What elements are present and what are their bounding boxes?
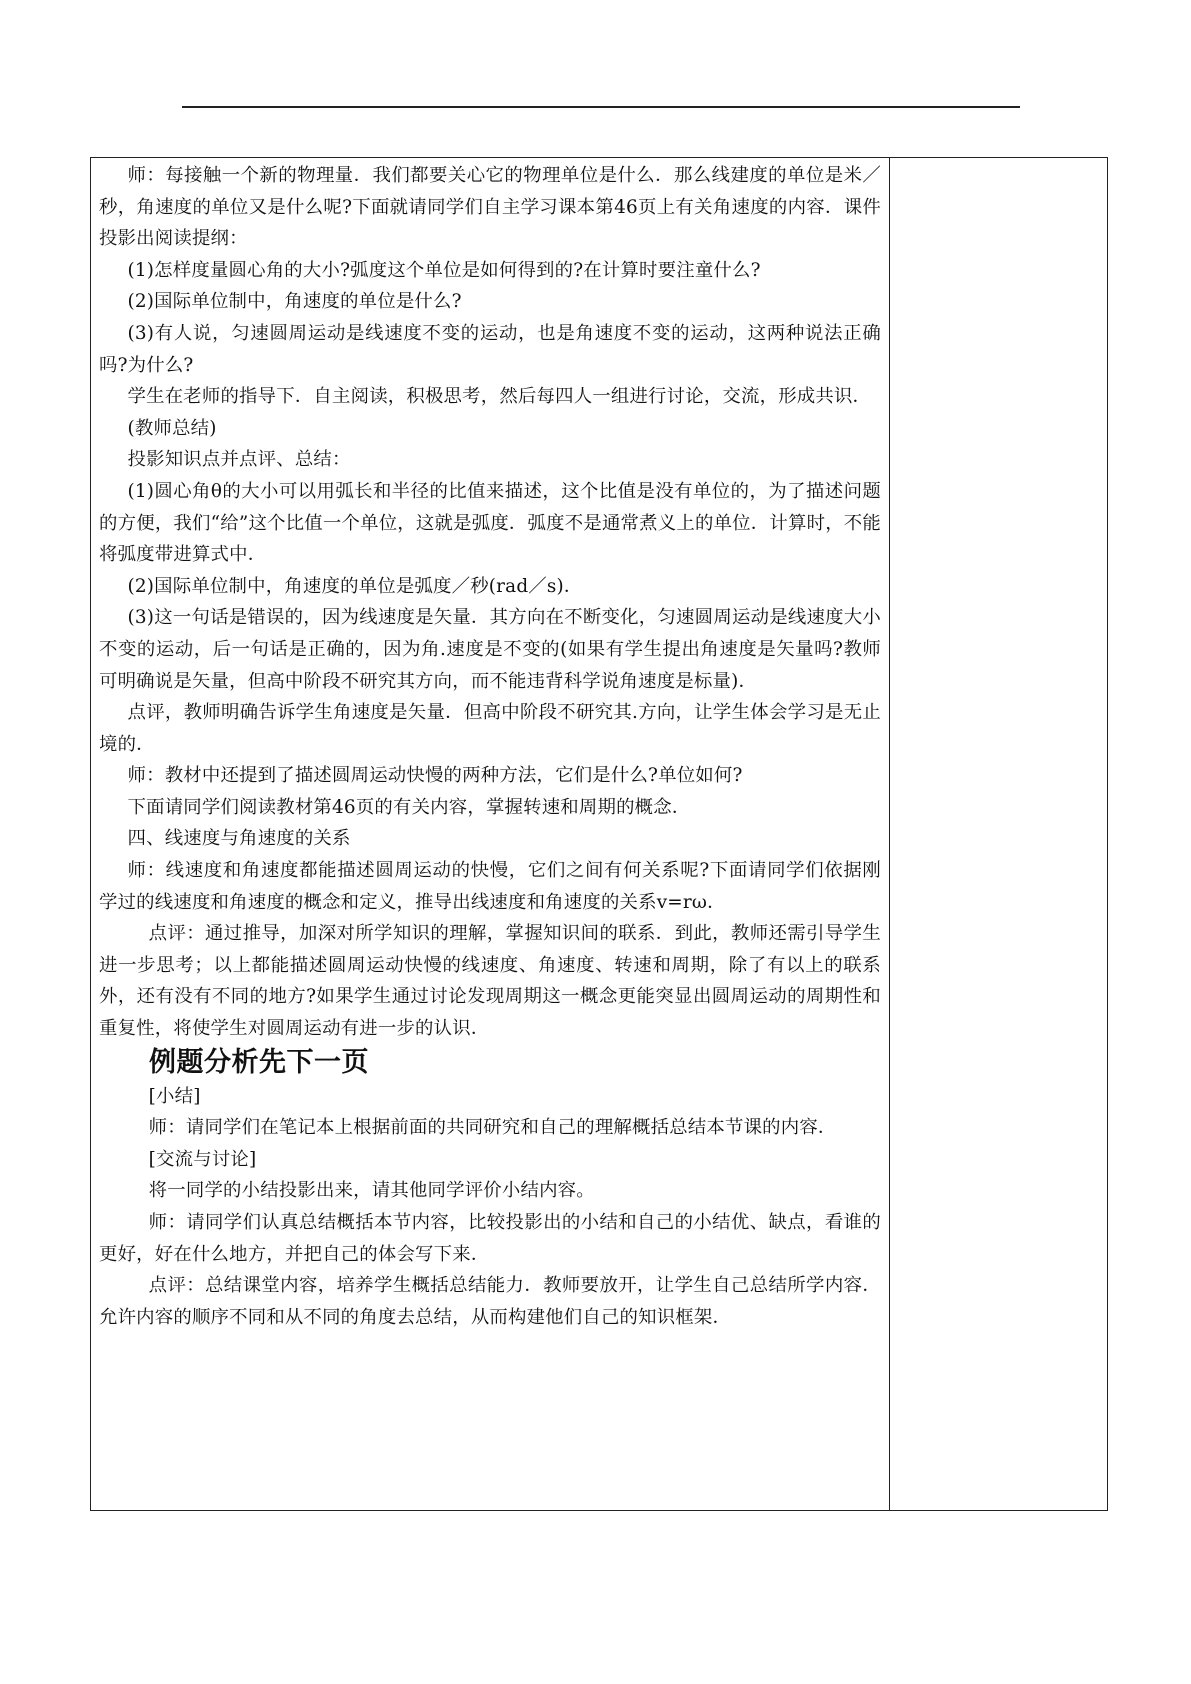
example-heading: 例题分析先下一页 bbox=[149, 1046, 369, 1078]
paragraph: (1)圆心角θ的大小可以用弧长和半径的比值来描述，这个比值是没有单位的，为了描述问题的方便，我们“给”这个比值一个单位，这就是弧度．弧度不是通常煮义上的单位．计算时，不能将弧度带进算式中． bbox=[99, 480, 881, 566]
header-rule bbox=[182, 106, 1020, 108]
paragraph: 师：每接触一个新的物理量．我们都要关心它的物理单位是什么．那么线建度的单位是米／秒，角速度的单位又是什么呢?下面就请同学们自主学习课本第46页上有关角速度的内容．课件投影出阅读提纲： bbox=[99, 165, 881, 250]
paragraph: 师：教材中还提到了描述圆周运动快慢的两种方法，它们是什么?单位如何? bbox=[127, 765, 743, 787]
paragraph: 点评：总结课堂内容，培养学生概括总结能力．教师要放开，让学生自己总结所学内容．允许内容的顺序不同和从不同的角度去总结，从而构建他们自己的知识框架． bbox=[99, 1275, 881, 1328]
paragraph: 下面请同学们阅读教材第46页的有关内容，掌握转速和周期的概念． bbox=[127, 796, 691, 818]
paragraph: 师：线速度和角速度都能描述圆周运动的快慢，它们之间有何关系呢?下面请同学们依据刚学过的线速度和角速度的概念和定义，推导出线速度和角速度的关系v=rω． bbox=[99, 860, 881, 913]
lesson-content-cell bbox=[99, 160, 881, 1333]
paragraph: (3)有人说，匀速圆周运动是线速度不变的运动，也是角速度不变的运动，这两种说法正确吗?为什么? bbox=[99, 322, 881, 376]
paragraph: 投影知识点并点评、总结： bbox=[127, 449, 351, 471]
paragraph: 将一同学的小结投影出来，请其他同学评价小结内容。 bbox=[148, 1180, 595, 1202]
lesson-table bbox=[90, 157, 1108, 1511]
paragraph: 师：请同学们认真总结概括本节内容，比较投影出的小结和自己的小结优、缺点，看谁的更好，好在什么地方，并把自己的体会写下来． bbox=[99, 1212, 881, 1265]
paragraph: (教师总结) bbox=[127, 417, 217, 439]
paragraph: 师：请同学们在笔记本上根据前面的共同研究和自己的理解概括总结本节课的内容． bbox=[148, 1117, 837, 1139]
notes-cell bbox=[891, 158, 1107, 1510]
paragraph: (2)国际单位制中，角速度的单位是什么? bbox=[127, 291, 462, 313]
paragraph: [交流与讨论] bbox=[148, 1148, 257, 1170]
paragraph: [小结] bbox=[148, 1085, 201, 1107]
paragraph: (3)这一句话是错误的，因为线速度是矢量．其方向在不断变化，匀速圆周运动是线速度大小不变的运动，后一句话是正确的，因为角.速度是不变的(如果有学生提出角速度是矢量吗?教师可明确说是矢量，但高中阶段不研究其方向，而不能违背科学说角速度是标量)． bbox=[99, 607, 881, 692]
paragraph: 学生在老师的指导下．自主阅读，积极思考，然后每四人一组进行讨论，交流，形成共识． bbox=[127, 386, 872, 408]
paragraph: 点评，教师明确告诉学生角速度是矢量．但高中阶段不研究其.方向，让学生体会学习是无止境的． bbox=[99, 702, 881, 755]
paragraph: (2)国际单位制中，角速度的单位是弧度／秒(rad／s)． bbox=[127, 575, 583, 597]
paragraph: 四、线速度与角速度的关系 bbox=[127, 828, 351, 850]
column-divider bbox=[889, 158, 890, 1510]
paragraph: 点评：通过推导，加深对所学知识的理解，掌握知识间的联系．到此，教师还需引导学生进一步思考；以上都能描述圆周运动快慢的线速度、角速度、转速和周期，除了有以上的联系外，还有没有不同的地方?如果学生通过讨论发现周期这一概念更能突显出圆周运动的周期性和重复性，将使学生对圆周运动有进一步的认识． bbox=[99, 923, 881, 1040]
content-part-1 bbox=[99, 160, 881, 1045]
content-part-2 bbox=[99, 1081, 881, 1334]
paragraph: (1)怎样度量圆心角的大小?弧度这个单位是如何得到的?在计算时要注童什么? bbox=[127, 259, 761, 281]
